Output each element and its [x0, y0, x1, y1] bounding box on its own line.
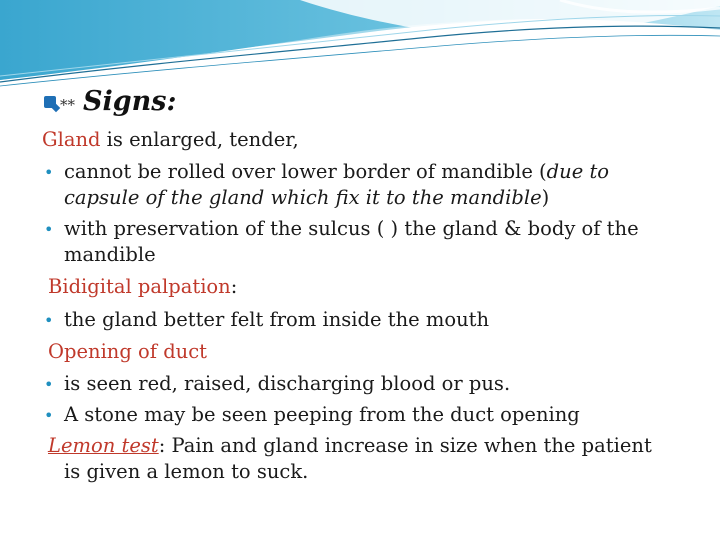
bullet-item-1-cont [64, 186, 549, 210]
line-text: mandible [64, 243, 156, 266]
line-text: is seen red, raised, discharging blood or pus. [64, 372, 511, 395]
line-text-italic: due to [546, 160, 610, 183]
bullet-dot-icon: • [44, 311, 54, 330]
bullet-dot-icon: • [44, 375, 54, 394]
line-text: is given a lemon to suck. [64, 460, 309, 483]
slide-title: Signs: [83, 86, 177, 117]
text-line-gland [42, 128, 299, 152]
bullet-item-1 [64, 160, 609, 184]
bullet-item-3 [64, 308, 489, 332]
term-lemon-test: Lemon test [48, 434, 159, 457]
line-text: A stone may be seen peeping from the duct opening [64, 403, 580, 426]
term-bidigital-palpation: Bidigital palpation [48, 275, 231, 298]
bullet-dot-icon: • [44, 406, 54, 425]
heading-lemon-test-cont [64, 460, 308, 484]
bullet-dot-icon: • [44, 220, 54, 239]
bullet-item-2 [64, 217, 639, 241]
line-text: : [230, 275, 238, 298]
title-stars: ** [60, 96, 75, 114]
bullet-item-4 [64, 372, 510, 396]
header-wave-decoration [0, 0, 720, 90]
line-text: cannot be rolled over lower border of mandible ( [64, 160, 547, 183]
term-opening-of-duct: Opening of duct [48, 340, 207, 363]
q-square-bullet-icon [44, 96, 56, 108]
heading-bidigital-palpation [48, 275, 237, 299]
slide-title-row [44, 86, 176, 126]
heading-lemon-test [48, 434, 652, 458]
line-text: ) [541, 186, 550, 209]
line-text: the gland better felt from inside the mouth [64, 308, 490, 331]
bullet-item-2-cont [64, 243, 156, 267]
line-text: : Pain and gland increase in size when the patient [158, 434, 652, 457]
line-text: is enlarged, tender, [100, 128, 299, 151]
line-text-italic: capsule of the gland which fix it to the mandible [64, 186, 542, 209]
bullet-dot-icon: • [44, 163, 54, 182]
line-text: with preservation of the sulcus ( ) the gland & body of the [64, 217, 639, 240]
bullet-item-5 [64, 403, 580, 427]
heading-opening-of-duct [48, 340, 207, 364]
term-gland: Gland [42, 128, 101, 151]
